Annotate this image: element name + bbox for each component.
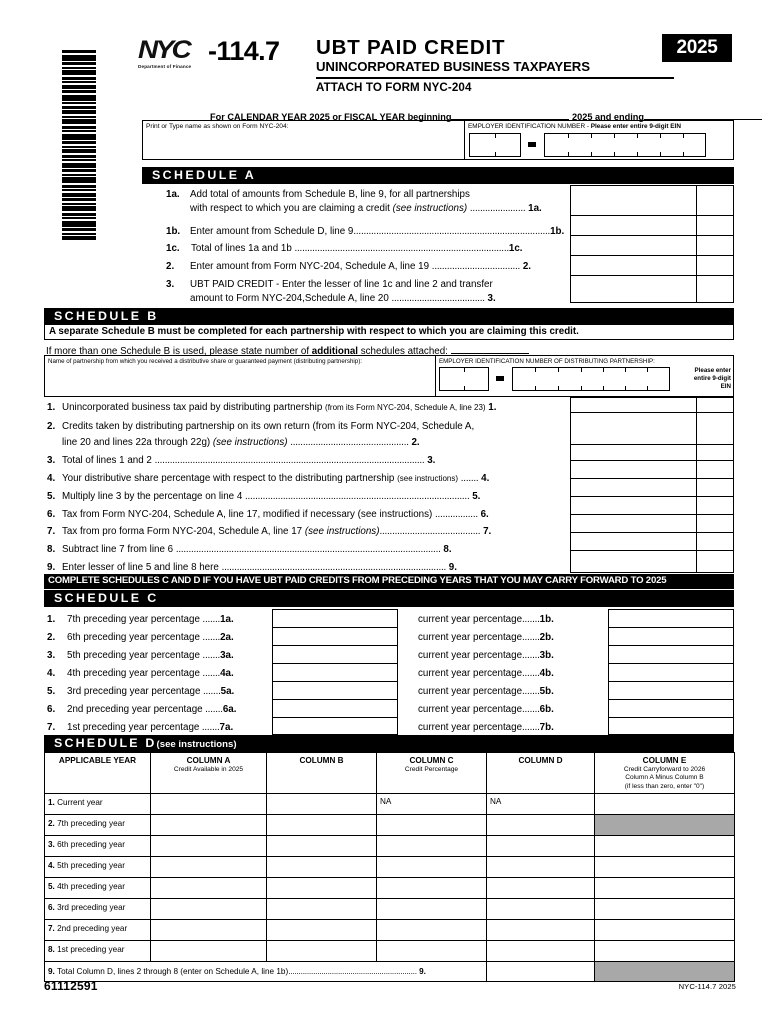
schedule-d-cell-a[interactable]: [151, 899, 267, 920]
schedule-d-cell-b[interactable]: [267, 941, 377, 962]
sb-line-3-number: 3.: [47, 455, 56, 466]
amount-box-1c[interactable]: [571, 236, 733, 256]
partnership-ein-suffix-boxes[interactable]: [512, 367, 670, 391]
schedule-d-cell-b[interactable]: [267, 920, 377, 941]
sc-box-3a[interactable]: [273, 646, 397, 664]
schedule-d-total-amount-cell[interactable]: [487, 962, 595, 982]
schedule-d-row: [45, 920, 735, 941]
partnership-identity-block: [44, 355, 734, 397]
partnership-ein-label: EMPLOYER IDENTIFICATION NUMBER OF DISTRIBUTING PARTNERSHIP:: [439, 358, 655, 365]
sc-box-2b[interactable]: [609, 628, 733, 646]
schedule-d-cell-b[interactable]: [267, 836, 377, 857]
schedule-b-heading: SCHEDULE B: [44, 308, 734, 324]
schedule-d-cell-a[interactable]: [151, 920, 267, 941]
partnership-name-label: Name of partnership from which you received a distributive share or guaranteed payment (distributing partnership):: [48, 358, 363, 365]
partnership-ein-dash: [496, 376, 504, 381]
schedule-d-cell-c[interactable]: [377, 941, 487, 962]
schedule-a-heading: SCHEDULE A: [142, 167, 734, 184]
schedule-d-cell-e[interactable]: [595, 836, 735, 857]
line-1a-number: 1a.: [166, 189, 180, 200]
sc-row-2-left-label: 6th preceding year percentage .......2a.: [67, 632, 234, 643]
schedule-d-cell-d[interactable]: [487, 899, 595, 920]
schedule-d-cell-d[interactable]: [487, 941, 595, 962]
line-2-number: 2.: [166, 261, 175, 272]
line-1b-number: 1b.: [166, 226, 181, 237]
amount-box-1b[interactable]: [571, 216, 733, 236]
ein-prefix-boxes[interactable]: [469, 133, 521, 157]
sc-row-7-number: 7.: [47, 722, 56, 733]
partnership-ein-note: Please enter entire 9-digit EIN: [693, 367, 731, 390]
sc-box-4a[interactable]: [273, 664, 397, 682]
sc-row-7-left-label: 1st preceding year percentage .......7a.: [67, 722, 234, 733]
partnership-ein-cell: [436, 356, 733, 396]
sb-line-2-text-part1: Credits taken by distributing partnership on its own return (from its Form NYC-204, Schedule A,: [62, 421, 475, 432]
schedule-d-cell-d[interactable]: [487, 836, 595, 857]
sc-box-1b[interactable]: [609, 610, 733, 628]
taxpayer-name-label: Print or Type name as shown on Form NYC-204:: [146, 123, 289, 130]
sc-box-5a[interactable]: [273, 682, 397, 700]
schedule-d-cell-a[interactable]: [151, 878, 267, 899]
schedule-d-row: [45, 815, 735, 836]
sc-row-6-number: 6.: [47, 704, 56, 715]
sb-amount-box-6[interactable]: [571, 497, 733, 515]
fiscal-end-field[interactable]: [644, 110, 762, 120]
schedule-d-cell-a[interactable]: [151, 941, 267, 962]
schedule-d-cell-c[interactable]: [377, 899, 487, 920]
schedule-d-col-header-3: COLUMN B: [267, 753, 377, 794]
sb-amount-box-4[interactable]: [571, 461, 733, 479]
barcode-stripes: [62, 50, 96, 232]
schedule-d-cell-a[interactable]: [151, 794, 267, 815]
ein-cell: [465, 121, 733, 159]
nyc-logo-text: NYC: [138, 36, 190, 64]
sb-line-4-text: Your distributive share percentage with respect to the distributing partnership (see instructions) ....... 4.: [62, 473, 490, 484]
sc-box-6b[interactable]: [609, 700, 733, 718]
schedule-d-total-row: [45, 962, 735, 982]
sc-box-7a[interactable]: [273, 718, 397, 736]
sc-row-4-number: 4.: [47, 668, 56, 679]
sc-row-3-right-label: current year percentage.......3b.: [418, 650, 554, 661]
schedule-d-col-header-4: COLUMN C Credit Percentage: [377, 753, 487, 794]
schedule-d-year-cell: 4. 5th preceding year: [45, 857, 151, 878]
schedule-d-cell-e[interactable]: [595, 920, 735, 941]
line-1b-text: Enter amount from Schedule D, line 9..............................................................................1b.: [190, 226, 565, 237]
schedule-d-cell-c[interactable]: [377, 836, 487, 857]
sc-box-2a[interactable]: [273, 628, 397, 646]
sb-amount-box-8[interactable]: [571, 533, 733, 551]
sb-amount-box-9[interactable]: [571, 551, 733, 572]
schedule-d-cell-b[interactable]: [267, 815, 377, 836]
nyc-department-text: Department of Finance: [138, 64, 192, 69]
ein-input-group[interactable]: [469, 133, 706, 157]
sc-row-1-number: 1.: [47, 614, 56, 625]
nyc-logo: [138, 38, 204, 69]
line-1c-text: Total of lines 1a and 1b .....................................................................................1c.: [191, 243, 523, 254]
sb-line-8-number: 8.: [47, 544, 56, 555]
sc-box-4b[interactable]: [609, 664, 733, 682]
schedule-d-cell-e[interactable]: [595, 794, 735, 815]
schedule-d-cell-d[interactable]: [487, 815, 595, 836]
schedule-d-cell-b[interactable]: [267, 878, 377, 899]
schedule-d-col-header-6: COLUMN E Credit Carryforward to 2026 Column A Minus Column B (if less than zero, enter "0"): [595, 753, 735, 794]
period-prefix-label: For CALENDAR YEAR 2025 or FISCAL YEAR beginning: [210, 112, 452, 122]
schedule-d-year-cell: 8. 1st preceding year: [45, 941, 151, 962]
form-title-secondary: UNINCORPORATED BUSINESS TAXPAYERS: [316, 59, 590, 74]
partnership-name-cell[interactable]: [45, 356, 436, 396]
schedule-d-cell-c[interactable]: [377, 857, 487, 878]
title-divider: [316, 77, 674, 79]
schedule-d-cell-e[interactable]: [595, 899, 735, 920]
schedule-d-cell-b[interactable]: [267, 899, 377, 920]
partnership-ein-prefix-boxes[interactable]: [439, 367, 489, 391]
additional-schedules-field[interactable]: [451, 344, 529, 354]
sc-row-2-right-label: current year percentage.......2b.: [418, 632, 554, 643]
sc-row-2-number: 2.: [47, 632, 56, 643]
sb-line-1-number: 1.: [47, 402, 56, 413]
schedule-d-row: [45, 878, 735, 899]
line-3-number: 3.: [166, 279, 175, 290]
sb-amount-box-3[interactable]: [571, 445, 733, 461]
schedule-d-cell-c[interactable]: [377, 878, 487, 899]
sb-line-8-text: Subtract line 7 from line 6 ......................................................................................................... 8.: [62, 544, 452, 555]
schedule-d-cell-e: [595, 815, 735, 836]
schedule-d-row: [45, 899, 735, 920]
sb-line-3-text: Total of lines 1 and 2 ........................................................................................................... 3.: [62, 455, 436, 466]
schedule-d-row: [45, 836, 735, 857]
attach-instruction: ATTACH TO FORM NYC-204: [316, 81, 472, 94]
sb-line-4-number: 4.: [47, 473, 56, 484]
form-barcode-code: 61112591: [44, 979, 98, 993]
schedule-d-year-cell: 3. 6th preceding year: [45, 836, 151, 857]
ein-suffix-boxes[interactable]: [544, 133, 706, 157]
line-2-text: Enter amount from Form NYC-204, Schedule A, line 19 ................................... 2.: [190, 261, 531, 272]
schedule-d-cell-c[interactable]: [377, 815, 487, 836]
sb-line-1-text: Unincorporated business tax paid by distributing partnership (from its Form NYC-204, Schedule A, line 23) 1.: [62, 402, 497, 413]
form-identifier-footer: NYC-114.7 2025: [678, 982, 736, 991]
sb-line-6-number: 6.: [47, 509, 56, 520]
schedule-d-year-cell: 1. Current year: [45, 794, 151, 815]
sb-amount-box-7[interactable]: [571, 515, 733, 533]
schedule-a-amount-column: [570, 185, 734, 303]
sc-box-3b[interactable]: [609, 646, 733, 664]
sc-row-1-right-label: current year percentage.......1b.: [418, 614, 554, 625]
schedule-d-header-row: [45, 753, 735, 794]
schedule-d-cell-e[interactable]: [595, 857, 735, 878]
sc-row-7-right-label: current year percentage.......7b.: [418, 722, 554, 733]
schedule-d-cell-a[interactable]: [151, 815, 267, 836]
sb-line-6-text: Tax from Form NYC-204, Schedule A, line 17, modified if necessary (see instructions) ................. 6.: [62, 509, 489, 520]
schedule-d-cell-d[interactable]: [487, 878, 595, 899]
form-title-primary: UBT PAID CREDIT: [316, 36, 506, 59]
tax-year-badge: 2025: [662, 34, 732, 62]
line-1a-text-part2: with respect to which you are claiming a credit (see instructions) ...................... 1a.: [190, 203, 542, 214]
sb-amount-box-5[interactable]: [571, 479, 733, 497]
sc-box-7b[interactable]: [609, 718, 733, 736]
schedule-d-table: [44, 752, 735, 982]
sb-line-7-number: 7.: [47, 526, 56, 537]
schedule-b-subheading: A separate Schedule B must be completed for each partnership with respect to which you are claiming this credit.: [44, 324, 734, 340]
sc-row-1-left-label: 7th preceding year percentage .......1a.: [67, 614, 234, 625]
schedule-d-year-cell: 5. 4th preceding year: [45, 878, 151, 899]
schedule-d-cell-d[interactable]: [487, 920, 595, 941]
schedule-d-heading: SCHEDULE D(see instructions): [44, 735, 734, 752]
sb-line-7-text: Tax from pro forma Form NYC-204, Schedule A, line 17 (see instructions)........................................ 7.: [62, 526, 492, 537]
sc-row-5-number: 5.: [47, 686, 56, 697]
schedule-d-cell-e[interactable]: [595, 878, 735, 899]
schedule-d-cell-c[interactable]: [377, 920, 487, 941]
schedule-d-row: [45, 941, 735, 962]
schedule-d-cell-b[interactable]: [267, 857, 377, 878]
schedule-d-row: [45, 794, 735, 815]
sc-box-6a[interactable]: [273, 700, 397, 718]
sb-line-9-text: Enter lesser of line 5 and line 8 here ......................................................................................... 9.: [62, 562, 457, 573]
partnership-ein-input-group[interactable]: [439, 367, 670, 391]
schedule-d-year-cell: 7. 2nd preceding year: [45, 920, 151, 941]
sc-row-3-left-label: 5th preceding year percentage .......3a.: [67, 650, 234, 661]
carry-forward-notice: COMPLETE SCHEDULES C AND D IF YOU HAVE UBT PAID CREDITS FROM PRECEDING YEARS THAT YOU MAY CARRY FORWARD TO 2025: [44, 574, 734, 589]
schedule-d-year-cell: 2. 7th preceding year: [45, 815, 151, 836]
sb-line-5-number: 5.: [47, 491, 56, 502]
schedule-d-col-header-1: APPLICABLE YEAR: [45, 753, 151, 794]
sc-row-3-number: 3.: [47, 650, 56, 661]
additional-schedules-line: If more than one Schedule B is used, please state number of additional schedules attached:: [46, 344, 529, 357]
schedule-b-amount-column: [570, 397, 734, 573]
sb-amount-box-2[interactable]: [571, 413, 733, 445]
schedule-d-year-cell: 6. 3rd preceding year: [45, 899, 151, 920]
sc-box-1a[interactable]: [273, 610, 397, 628]
period-middle-label: 2025 and ending: [572, 112, 645, 122]
schedule-c-left-boxes: [272, 609, 398, 735]
schedule-d-cell-b[interactable]: [267, 794, 377, 815]
sc-row-6-left-label: 2nd preceding year percentage .......6a.: [67, 704, 237, 715]
sc-row-5-left-label: 3rd preceding year percentage .......5a.: [67, 686, 235, 697]
sc-row-5-right-label: current year percentage.......5b.: [418, 686, 554, 697]
taxpayer-name-cell[interactable]: [143, 121, 465, 159]
schedule-d-total-label: 9. Total Column D, lines 2 through 8 (enter on Schedule A, line 1b).............................................................. 9.: [45, 962, 487, 982]
sc-row-4-left-label: 4th preceding year percentage .......4a.: [67, 668, 234, 679]
schedule-d-cell-d[interactable]: [487, 857, 595, 878]
fiscal-begin-field[interactable]: [451, 110, 569, 120]
line-3-text-part2: amount to Form NYC-204,Schedule A, line 20 ..................................... 3.: [190, 293, 496, 304]
schedule-c-right-boxes: [608, 609, 734, 735]
schedule-d-col-header-2: COLUMN A Credit Available in 2025: [151, 753, 267, 794]
schedule-d-row: [45, 857, 735, 878]
form-number: -114.7: [208, 36, 280, 66]
amount-box-2[interactable]: [571, 256, 733, 276]
line-1c-number: 1c.: [166, 243, 180, 254]
schedule-d-cell-a[interactable]: [151, 857, 267, 878]
schedule-d-cell-a[interactable]: [151, 836, 267, 857]
sc-row-4-right-label: current year percentage.......4b.: [418, 668, 554, 679]
sb-line-5-text: Multiply line 3 by the percentage on line 4 ......................................................................................... 5.: [62, 491, 481, 502]
amount-box-1a[interactable]: [571, 186, 733, 216]
ein-dash: [528, 142, 536, 147]
schedule-d-total-shaded-cell: [595, 962, 735, 982]
sc-box-5b[interactable]: [609, 682, 733, 700]
sb-amount-box-1[interactable]: [571, 398, 733, 413]
sb-line-9-number: 9.: [47, 562, 56, 573]
sb-line-2-text-part2: line 20 and lines 22a through 22g) (see instructions) ............................................... 2.: [62, 437, 420, 448]
schedule-d-heading-note: (see instructions): [156, 739, 237, 750]
schedule-d-cell-d[interactable]: NA: [487, 794, 595, 815]
name-and-ein-block: [142, 120, 734, 160]
sc-row-6-right-label: current year percentage.......6b.: [418, 704, 554, 715]
form-header: [138, 36, 732, 104]
schedule-d-col-header-5: COLUMN D: [487, 753, 595, 794]
ein-label: EMPLOYER IDENTIFICATION NUMBER - Please enter entire 9-digit EIN: [468, 123, 681, 130]
amount-box-3[interactable]: [571, 276, 733, 302]
schedule-c-heading: SCHEDULE C: [44, 590, 734, 607]
schedule-d-cell-e[interactable]: [595, 941, 735, 962]
sb-line-2-number: 2.: [47, 421, 56, 432]
line-1a-text-part1: Add total of amounts from Schedule B, line 9, for all partnerships: [190, 189, 470, 200]
schedule-d-cell-c[interactable]: NA: [377, 794, 487, 815]
line-3-text-part1: UBT PAID CREDIT - Enter the lesser of line 1c and line 2 and transfer: [190, 279, 493, 290]
